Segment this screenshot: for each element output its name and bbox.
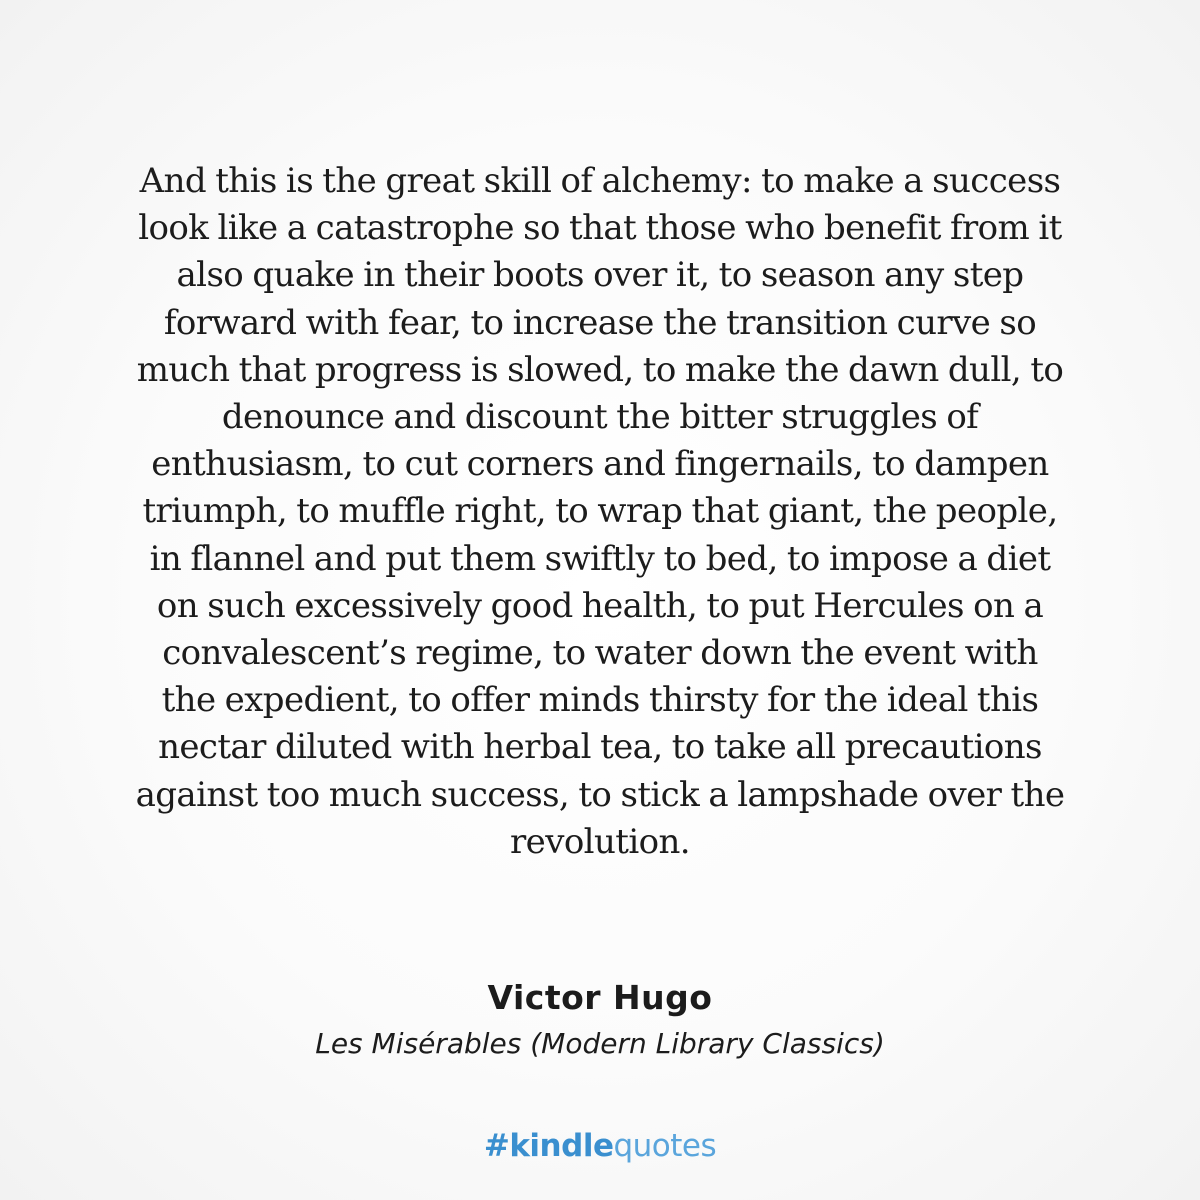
quote-line: revolution. xyxy=(510,821,690,862)
quote-line: also quake in their boots over it, to season any step xyxy=(176,255,1024,296)
quote-line: in flannel and put them swiftly to bed, to impose a diet xyxy=(149,538,1051,579)
quote-line: much that progress is slowed, to make the dawn dull, to xyxy=(136,349,1064,390)
quote-line: forward with fear, to increase the transition curve so xyxy=(163,302,1037,343)
quote-line: triumph, to muffle right, to wrap that giant, the people, xyxy=(142,491,1058,532)
quote-line: denounce and discount the bitter struggles of xyxy=(221,397,979,438)
quote-line: nectar diluted with herbal tea, to take all precautions xyxy=(158,727,1042,768)
quote-line: convalescent’s regime, to water down the event with xyxy=(162,633,1038,674)
quote-line: look like a catastrophe so that those who benefit from it xyxy=(138,208,1062,249)
book-title: Les Misérables (Modern Library Classics) xyxy=(315,1027,885,1060)
quote-line: And this is the great skill of alchemy: to make a success xyxy=(139,161,1061,201)
hashtag-prefix: #kindle xyxy=(483,1128,614,1164)
author-name: Victor Hugo xyxy=(487,978,713,1017)
quote-line: enthusiasm, to cut corners and fingernails, to dampen xyxy=(151,444,1049,485)
quote-text xyxy=(70,158,1130,866)
quote-line: the expedient, to offer minds thirsty for the ideal this xyxy=(161,680,1039,721)
hashtag-suffix: quotes xyxy=(613,1128,717,1164)
kindle-quotes-hashtag xyxy=(0,1124,1200,1168)
quote-line: on such excessively good health, to put Hercules on a xyxy=(156,585,1044,626)
quote-line: against too much success, to stick a lampshade over the xyxy=(135,774,1065,815)
